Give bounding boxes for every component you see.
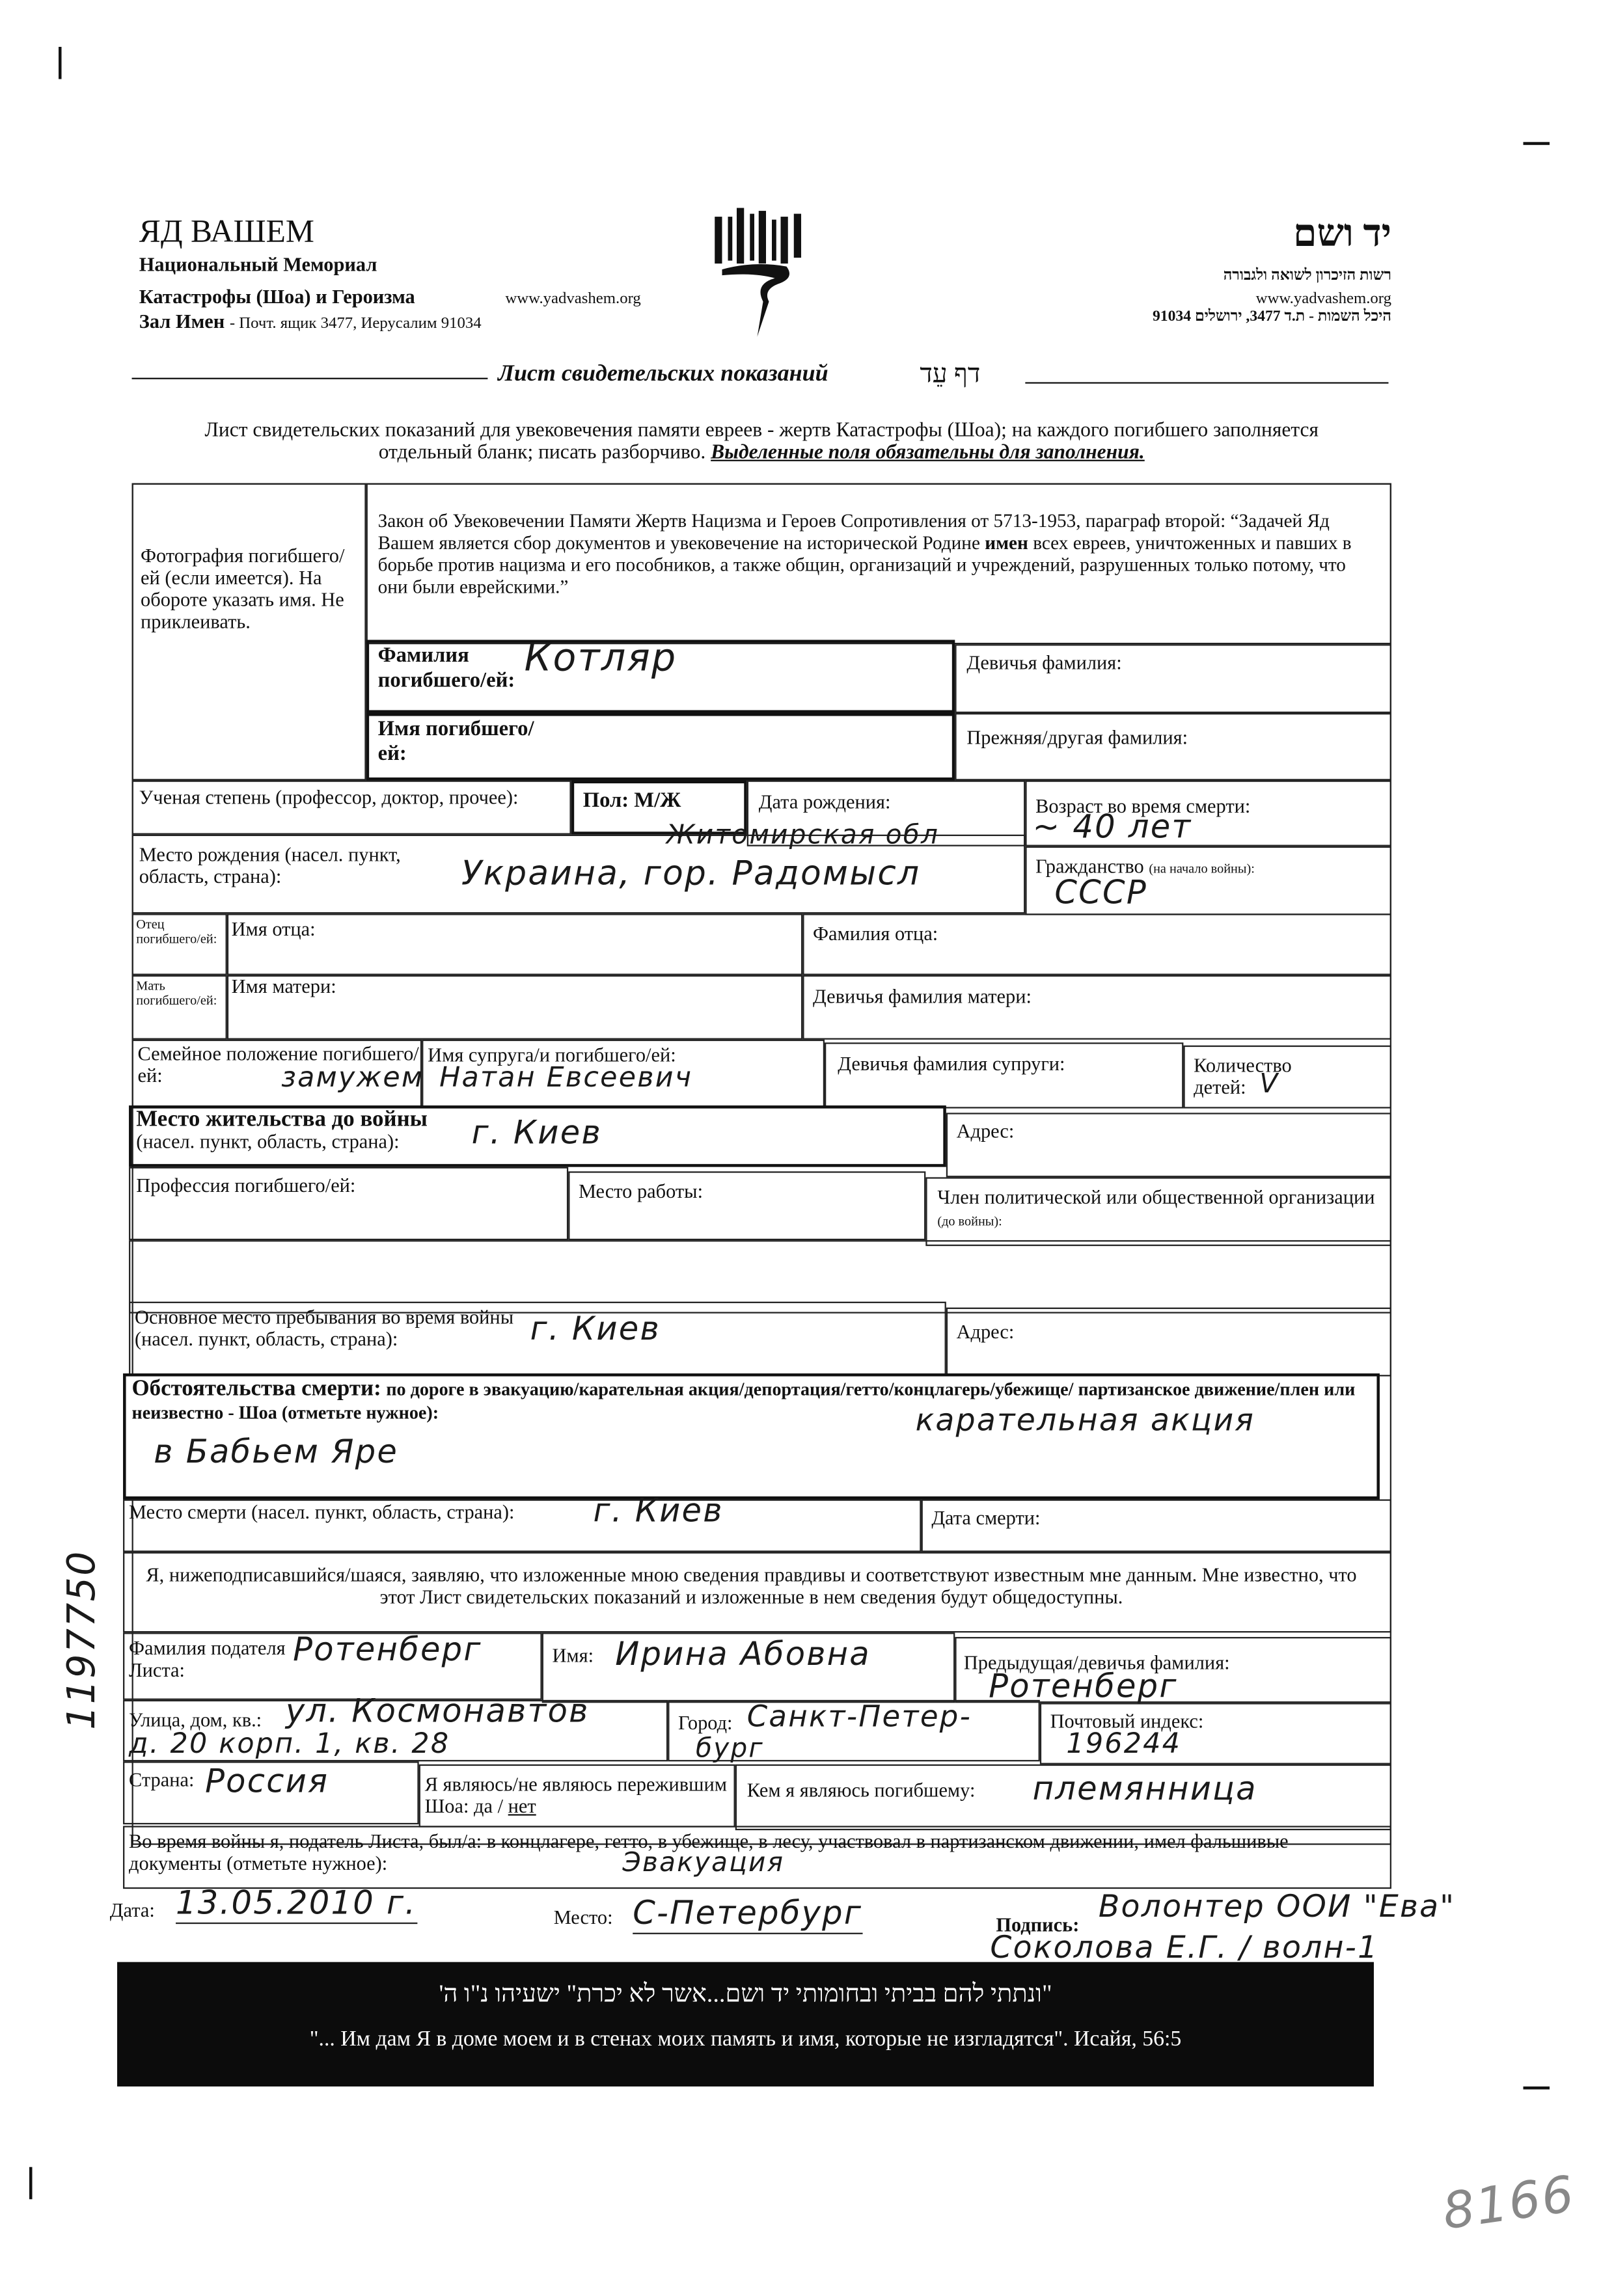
quote-russian: "... Им дам Я в доме моем и в стенах моих память и имя, которые не изгладятся". Исайя, 56:5	[309, 2027, 1182, 2051]
spouse-maiden-label: Девичья фамилия супруги:	[838, 1053, 1065, 1075]
wartime-place-value: г. Киев	[530, 1312, 661, 1349]
death-place-value: г. Киев	[593, 1493, 724, 1530]
street-value2: д. 20 корп. 1, кв. 28	[129, 1727, 450, 1761]
residence-value: г. Киев	[471, 1115, 602, 1153]
org-line2: Катастрофы (Шоа) и Героизма	[139, 285, 415, 308]
place-label: Место:	[553, 1906, 613, 1928]
father-name-label: Имя отца:	[231, 918, 316, 940]
residence-address-label: Адрес:	[956, 1120, 1015, 1142]
birthplace-label: Место рождения (насел. пункт, область, страна):	[139, 843, 401, 887]
he-address: היכל השמות - ת.ד 3477, ירושלים 91034	[1152, 308, 1391, 325]
death-circumstances-label: Обстоятельства смерти:	[131, 1376, 381, 1401]
citizenship-label: Гражданство	[1035, 855, 1144, 878]
signature-value2: Соколова Е.Г. / волн-1	[990, 1930, 1379, 1965]
org-url: www.yadvashem.org	[505, 290, 641, 308]
title-rule	[1025, 382, 1388, 383]
spouse-label: Имя супруга/и погибшего/ей:	[428, 1044, 676, 1066]
yad-vashem-logo	[710, 205, 813, 337]
death-circumstances-value: карательная акция	[915, 1402, 1255, 1438]
quote-hebrew: "ונתתי להם בביתי ובחומותי יד ושם...אשר לא יכרת" ישעיהו נ"ו ה'	[439, 1979, 1052, 2008]
archive-number: 8166	[1439, 2165, 1579, 2242]
children-value: V	[1259, 1068, 1279, 1100]
death-date-label: Дата смерти:	[931, 1506, 1041, 1529]
marital-value: замужем	[281, 1061, 424, 1094]
city-value: Санкт-Петер-	[746, 1698, 972, 1734]
country-label: Страна:	[129, 1768, 195, 1791]
maiden-name-label: Девичья фамилия:	[966, 651, 1122, 674]
org-name-he: יד ושם	[1293, 212, 1391, 255]
form-title: Лист свидетельских показаний	[498, 361, 828, 387]
side-number: 1197750	[61, 1550, 105, 1730]
membership-label: Член политической или общественной организации	[937, 1185, 1375, 1208]
signature-label: Подпись:	[996, 1913, 1080, 1936]
testimony-page: ЯД ВАШЕМ Национальный Мемориал Катастрофы (Шоа) и Героизма www.yadvashem.org Зал Имен - Почт. ящик 3477, Иерусалим 91034 יד ושם רשות הזיכרון לשואה ולגבורה www.yadvashem.org היכל השמות - ת.ד 3477, ירושלים 91034 Лист свидетельских показаний דף עֵד Лист свидетельских показаний для увековечения памяти евреев - жертв Катастрофы (Шоа); на каждого погибшего заполняется отдельный бланк; писать разборчиво. Выделенные поля обязательны для заполнения. Фотография погибшего/ей (если имеется). На обороте указать имя. Не приклеивать. Закон об Увековечении Памяти Жертв Нацизма и Героев Сопротивления от 5713-1953, параграф второй: “Задачей Яд Вашем является сбор документов и увековечение на исторической Родине имен всех евреев, уничтоженных и павших в борьбе против нацизма и его пособников, а также общин, организаций и учреждений, разрушенных только потому, что они были еврейскими.” Фамилия погибшего/ей: Котляр Девичья фамилия: Имя погибшего/ей: Прежняя/другая фамилия: Ученая степень (профессор, доктор, прочее): Пол: М/Ж Дата рождения: Возраст во время смерти: ~ 40 лет Место рождения (насел. пункт, область, страна): Украина, гор. Радомысл Житомирская обл Гражданство (на начало войны): СССР Отец погибшего/ей: Имя отца: Фамилия отца: Мать погибшего/ей: Имя матери: Девичья фамилия матери: Семейное положение погибшего/ей: замужем Имя супруга/и погибшего/ей: Натан Евсеевич Девичья фамилия супруги: Количество детей: V Место жительства до войны (насел. пункт, область, страна): г. Киев Адрес: Профессия погибшего/ей: Место работы: Член политической или общественной организации (до войны): Основное место пребывания во время войны (насел. пункт, область, страна): г. Киев Адрес: Обстоятельства смерти: по дороге в эвакуацию/карательная акция/депортация/гетто/концлагерь/убежище/ партизанское движение/плен или неизвестно - Шоа (отметьте нужное): карательная акция в Бабьем Яре Место смерти (насел. пункт, область, страна): г. Киев Дата смерти: Я, нижеподписавшийся/шаяся, заявляю, что изложенные мною сведения правдивы и соответствуют известным мне данным. Мне известно, что этот Лист свидетельских показаний и изложенные в нем сведения будут общедоступны. Фамилия подателя Листа: Ротенберг Имя: Ирина Абовна Предыдущая/девичья фамилия: Ротенберг Улица, дом, кв.: ул. Космонавтов д. 20 корп. 1, кв. 28 Город: Санкт-Петер- бург Почтовый индекс: 196244 Страна: Россия Я являюсь/не являюсь пережившим Шоа: да / нет Кем я являюсь погибшему: племянница Во время войны я, податель Листа, был/а: в концлагере, гетто, в убежище, в лесу, участвовал в партизанском движении, имел фальшивые документы (отметьте нужное): Эвакуация Дата: 13.05.2010 г. Место: С-Петербург Подпись: Волонтер ООИ "Ева" Соколова Е.Г. / волн-1 "ונתתי להם בביתי ובחומותי יד ושם...אשר לא יכרת" ישעיהו נ"ו ה' "... Им дам Я в доме моем и в стенах моих память и имя, которые не изгладятся". Исайя, 56:5 1197750 8166	[0, 0, 1614, 2296]
scan-mark	[1524, 142, 1550, 144]
intro-text: Лист свидетельских показаний для увековечения памяти евреев - жертв Катастрофы (Шоа); на каждого погибшего заполняется отдельный бланк; писать разборчиво. Выделенные поля обязательны для заполнения.	[204, 420, 1319, 465]
org-hall: Зал Имен - Почт. ящик 3477, Иерусалим 91034	[139, 310, 482, 332]
relation-label: Кем я являюсь погибшему:	[746, 1779, 976, 1802]
sex-label: Пол: М/Ж	[582, 789, 681, 813]
workplace-label: Место работы:	[578, 1180, 704, 1202]
spouse-value: Натан Евсеевич	[439, 1061, 693, 1094]
citizenship-value: СССР	[1054, 875, 1147, 913]
street-label: Улица, дом, кв.:	[129, 1708, 262, 1731]
death-circumstances-value2: в Бабьем Яре	[154, 1435, 399, 1472]
war-experience-label: Во время войны я, податель Листа, был/а: в концлагере, гетто, в убежище, в лесу, участвовал в партизанском движении, имел фальшивые документы (отметьте нужное):	[129, 1830, 1289, 1874]
residence-label: Место жительства до войны	[136, 1107, 428, 1132]
age-value: ~ 40 лет	[1032, 809, 1192, 846]
city-value2: бург	[695, 1733, 764, 1764]
age-label: Возраст во время смерти:	[1035, 795, 1251, 817]
submitter-surname-label: Фамилия подателя Листа:	[129, 1637, 286, 1681]
father-side-label: Отец погибшего/ей:	[136, 916, 217, 946]
he-url: www.yadvashem.org	[1255, 290, 1391, 308]
birthplace-value: Украина, гор. Радомысл	[461, 855, 921, 893]
birthdate-label: Дата рождения:	[758, 790, 891, 813]
submitter-name-value: Ирина Абовна	[615, 1637, 871, 1674]
submitter-name-label: Имя:	[552, 1644, 594, 1667]
submitter-prev-name-value: Ротенберг	[989, 1669, 1178, 1706]
children-label: Количество детей:	[1194, 1054, 1292, 1098]
war-experience-value: Эвакуация	[622, 1848, 785, 1879]
wartime-place-label: Основное место пребывания во время войны (насел. пункт, область, страна):	[135, 1306, 514, 1350]
other-surname-label: Прежняя/другая фамилия:	[966, 726, 1188, 749]
wartime-address-label: Адрес:	[956, 1320, 1015, 1343]
submitter-prev-name-label: Предыдущая/девичья фамилия:	[963, 1651, 1230, 1674]
he-line1: רשות הזיכרון לשואה ולגבורה	[1223, 267, 1391, 284]
place-value[interactable]: С-Петербург	[633, 1896, 862, 1934]
zip-value: 196244	[1066, 1727, 1182, 1761]
relation-value: племянница	[1032, 1772, 1257, 1809]
photo-note: Фотография погибшего/ей (если имеется). На обороте указать имя. Не приклеивать.	[141, 545, 345, 633]
first-name-label: Имя погибшего/ей:	[377, 717, 534, 766]
scan-mark	[1524, 2087, 1550, 2088]
father-surname-label: Фамилия отца:	[813, 922, 938, 945]
survivor-label: Я являюсь/не являюсь пережившим Шоа:	[424, 1773, 727, 1817]
surname-value: Котляр	[524, 636, 677, 681]
scan-mark	[29, 2167, 33, 2200]
form-title-he: דף עֵד	[920, 358, 981, 388]
survivor-no[interactable]: нет	[508, 1795, 536, 1817]
signature-value[interactable]: Волонтер ООИ "Ева"	[1098, 1889, 1456, 1925]
street-value: ул. Космонавтов	[285, 1694, 590, 1731]
survivor-yes[interactable]: да	[474, 1795, 493, 1817]
degree-label: Ученая степень (профессор, доктор, прочее):	[139, 786, 519, 809]
law-text: Закон об Увековечении Памяти Жертв Нацизма и Героев Сопротивления от 5713-1953, параграф второй: “Задачей Яд Вашем является сбор документов и увековечение на исторической Родине имен всех евреев, уничтоженных и павших в борьбе против нацизма и его пособников, а также общин, организаций и учреждений, разрушенных только потому, что они были еврейскими.”	[377, 509, 1352, 598]
death-place-label: Место смерти (насел. пункт, область, страна):	[129, 1500, 515, 1523]
mother-side-label: Мать погибшего/ей:	[136, 978, 217, 1008]
profession-label: Профессия погибшего/ей:	[136, 1174, 356, 1196]
date-label: Дата:	[109, 1898, 155, 1921]
submitter-surname-value: Ротенберг	[293, 1632, 482, 1669]
mother-name-label: Имя матери:	[231, 975, 336, 997]
city-label: Город:	[677, 1711, 733, 1734]
marital-label: Семейное положение погибшего/ей:	[137, 1042, 419, 1087]
country-value: Россия	[205, 1764, 329, 1802]
mother-maiden-label: Девичья фамилия матери:	[813, 985, 1032, 1008]
surname-label: Фамилия погибшего/ей:	[377, 644, 515, 693]
scan-mark	[59, 47, 62, 79]
title-rule	[132, 378, 488, 379]
birthplace-region: Житомирская обл	[666, 820, 940, 851]
zip-label: Почтовый индекс:	[1050, 1710, 1204, 1733]
declaration-text: Я, нижеподписавшийся/шаяся, заявляю, что изложенные мною сведения правдивы и соответствуют известным мне данным. Мне известно, что этот Лист свидетельских показаний и изложенные в нем сведения будут общедоступны.	[146, 1563, 1357, 1608]
quote-banner	[117, 1962, 1374, 2087]
org-name-ru: ЯД ВАШЕМ	[139, 212, 314, 249]
org-line1: Национальный Мемориал	[139, 253, 377, 276]
date-value[interactable]: 13.05.2010 г.	[176, 1886, 417, 1925]
